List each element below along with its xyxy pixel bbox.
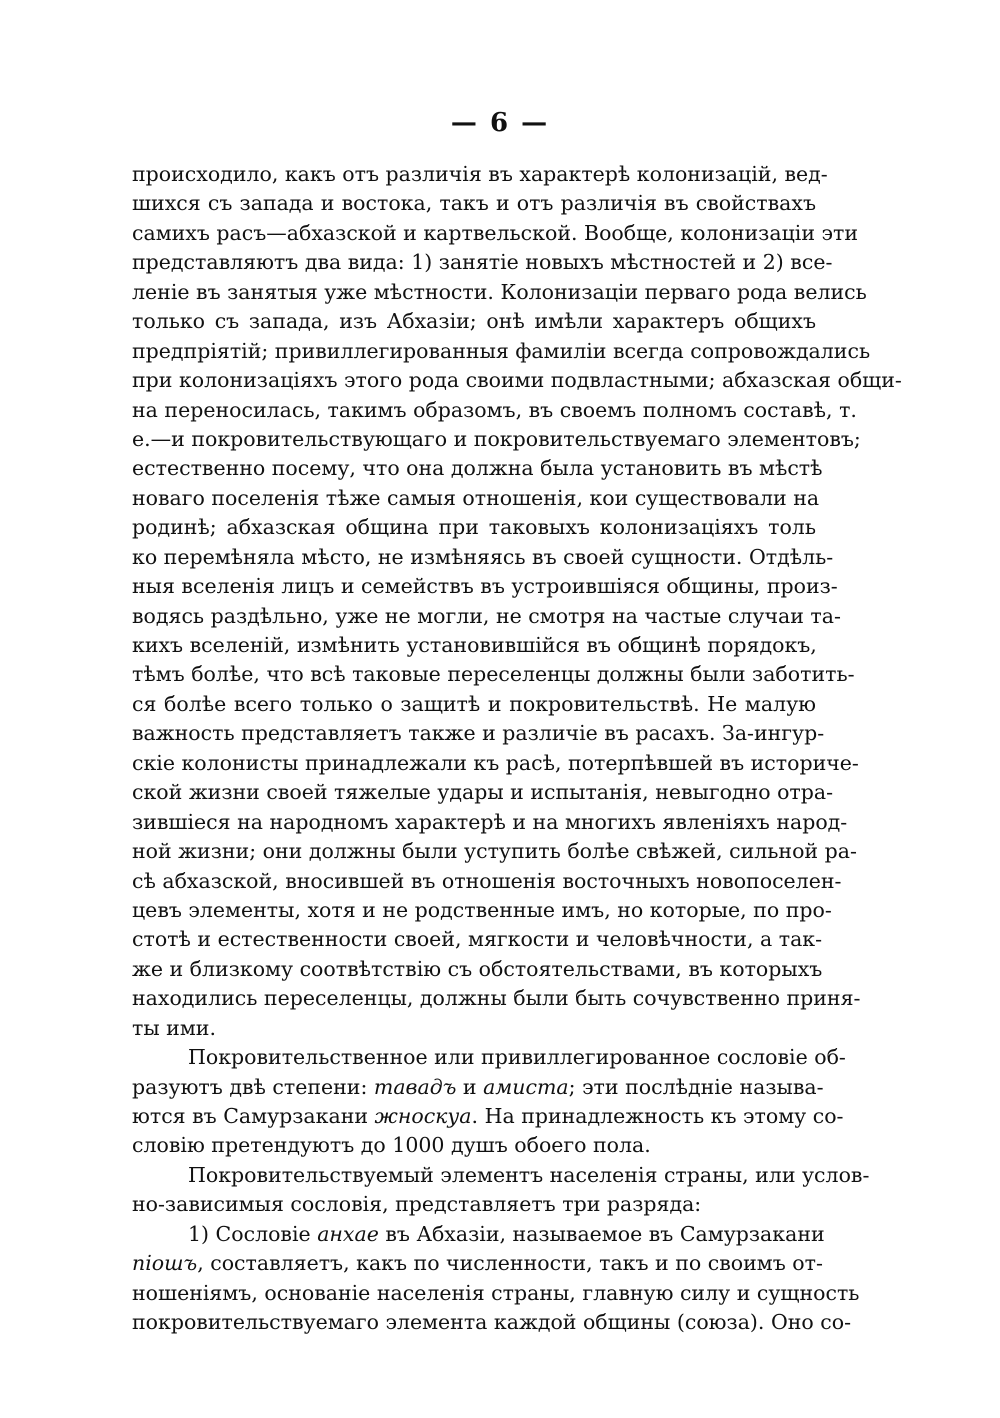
- text-line: только съ запада, изъ Абхазіи; онѣ имѣли характеръ общихъ: [132, 309, 816, 334]
- text-line: при колонизаціяхъ этого рода своими подвластными; абхазская общи-: [132, 368, 902, 393]
- text-line: [132, 1102, 844, 1131]
- text-segment: и: [456, 1074, 484, 1099]
- text-line: но-зависимыя сословія, представляетъ три разряда:: [132, 1192, 702, 1217]
- text-line: ко перемѣняла мѣсто, не измѣняясь въ своей сущности. Отдѣль-: [132, 544, 834, 569]
- text-line: происходило, какъ отъ различія въ характерѣ колонизацій, вед-: [132, 162, 828, 186]
- text-segment: ются въ Самурзакани: [132, 1104, 375, 1128]
- text-line: предпріятій; привиллегированныя фамиліи всегда сопровождались: [132, 338, 871, 363]
- text-line: [132, 1249, 823, 1278]
- text-line: водясь раздѣльно, уже не могли, не смотря на частые случаи та-: [132, 603, 841, 628]
- text-segment: , составляетъ, какъ по численности, такъ и по своимъ от-: [197, 1251, 823, 1276]
- text-line: покровительствуемаго элемента каждой общины (союза). Оно со-: [132, 1310, 852, 1335]
- text-line: стотѣ и естественности своей, мягкости и человѣчности, а так-: [132, 927, 823, 952]
- italic-term: тавадъ: [373, 1074, 457, 1099]
- text-line: ношеніямъ, основаніе населенія страны, главную силу и сущность: [132, 1280, 860, 1305]
- italic-term: анхае: [317, 1221, 379, 1246]
- text-line: сѣ абхазской, вносившей въ отношенія восточныхъ новопоселен-: [132, 868, 842, 893]
- text-line: ся болѣе всего только о защитѣ и покровительствѣ. Не малую: [132, 691, 816, 716]
- text-line: на переносилась, такимъ образомъ, въ своемъ полномъ составѣ, т.: [132, 397, 857, 422]
- text-line: леніе въ занятыя уже мѣстности. Колонизаціи перваго рода велись: [132, 279, 867, 304]
- text-line: скіе колонисты принадлежали къ расѣ, потерпѣвшей въ историче-: [132, 750, 859, 775]
- text-segment: ; эти послѣдніе называ-: [568, 1074, 824, 1099]
- text-segment: . На принадлежность къ этому со-: [471, 1104, 844, 1128]
- paragraph-start-line: [132, 1220, 825, 1249]
- text-line: шихся съ запада и востока, такъ и отъ различія въ свойствахъ: [132, 191, 816, 216]
- text-line: самихъ расъ—абхазской и картвельской. Вообще, колонизаціи эти: [132, 220, 858, 245]
- body-text: [132, 160, 902, 1338]
- text-line: ты ими.: [132, 1015, 216, 1040]
- text-segment: разуютъ двѣ степени:: [132, 1074, 374, 1099]
- text-line: зившіеся на народномъ характерѣ и на многихъ явленіяхъ народ-: [132, 809, 848, 834]
- text-line: тѣмъ болѣе, что всѣ таковые переселенцы должны были заботить-: [132, 662, 855, 687]
- italic-term: жноскуа: [374, 1104, 472, 1128]
- paragraph-start-line: Покровительствуемый элементъ населенія страны, или услов-: [188, 1162, 870, 1187]
- page-number: — 6 —: [450, 108, 550, 138]
- italic-term: амиста: [483, 1074, 569, 1099]
- text-line: ной жизни; они должны были уступить болѣе свѣжей, сильной ра-: [132, 839, 857, 864]
- text-segment: въ Абхазіи, называемое въ Самурзакани: [378, 1221, 825, 1246]
- italic-term: піошъ: [132, 1251, 198, 1276]
- text-segment: 1) Сословіе: [188, 1221, 318, 1246]
- text-line: новаго поселенія тѣже самыя отношенія, кои существовали на: [132, 485, 820, 510]
- text-line: цевъ элементы, хотя и не родственные имъ, но которые, по про-: [132, 897, 832, 922]
- text-line: находились переселенцы, должны были быть сочувственно приня-: [132, 986, 861, 1011]
- text-line: же и близкому соотвѣтствію съ обстоятельствами, въ которыхъ: [132, 956, 823, 981]
- text-line: ской жизни своей тяжелые удары и испытанія, невыгодно отра-: [132, 780, 834, 805]
- text-line: словію претендуютъ до 1000 душъ обоего пола.: [132, 1133, 651, 1158]
- text-line: важность представляетъ также и различіе въ расахъ. За-ингур-: [132, 721, 825, 746]
- paragraph-start-line: Покровительственное или привиллегированное сословіе об-: [188, 1045, 846, 1070]
- text-line: представляютъ два вида: 1) занятіе новыхъ мѣстностей и 2) все-: [132, 250, 833, 275]
- text-line: кихъ вселеній, измѣнить установившійся въ общинѣ порядокъ,: [132, 633, 817, 657]
- text-line: е.—и покровительствующаго и покровительствуемаго элементовъ;: [132, 426, 861, 451]
- text-line: родинѣ; абхазская община при таковыхъ колонизаціяхъ толь: [132, 515, 816, 540]
- text-line: естественно посему, что она должна была установить въ мѣстѣ: [132, 456, 823, 481]
- text-line: [132, 1073, 824, 1102]
- text-line: ныя вселенія лицъ и семействъ въ устроившіяся общины, произ-: [132, 574, 838, 599]
